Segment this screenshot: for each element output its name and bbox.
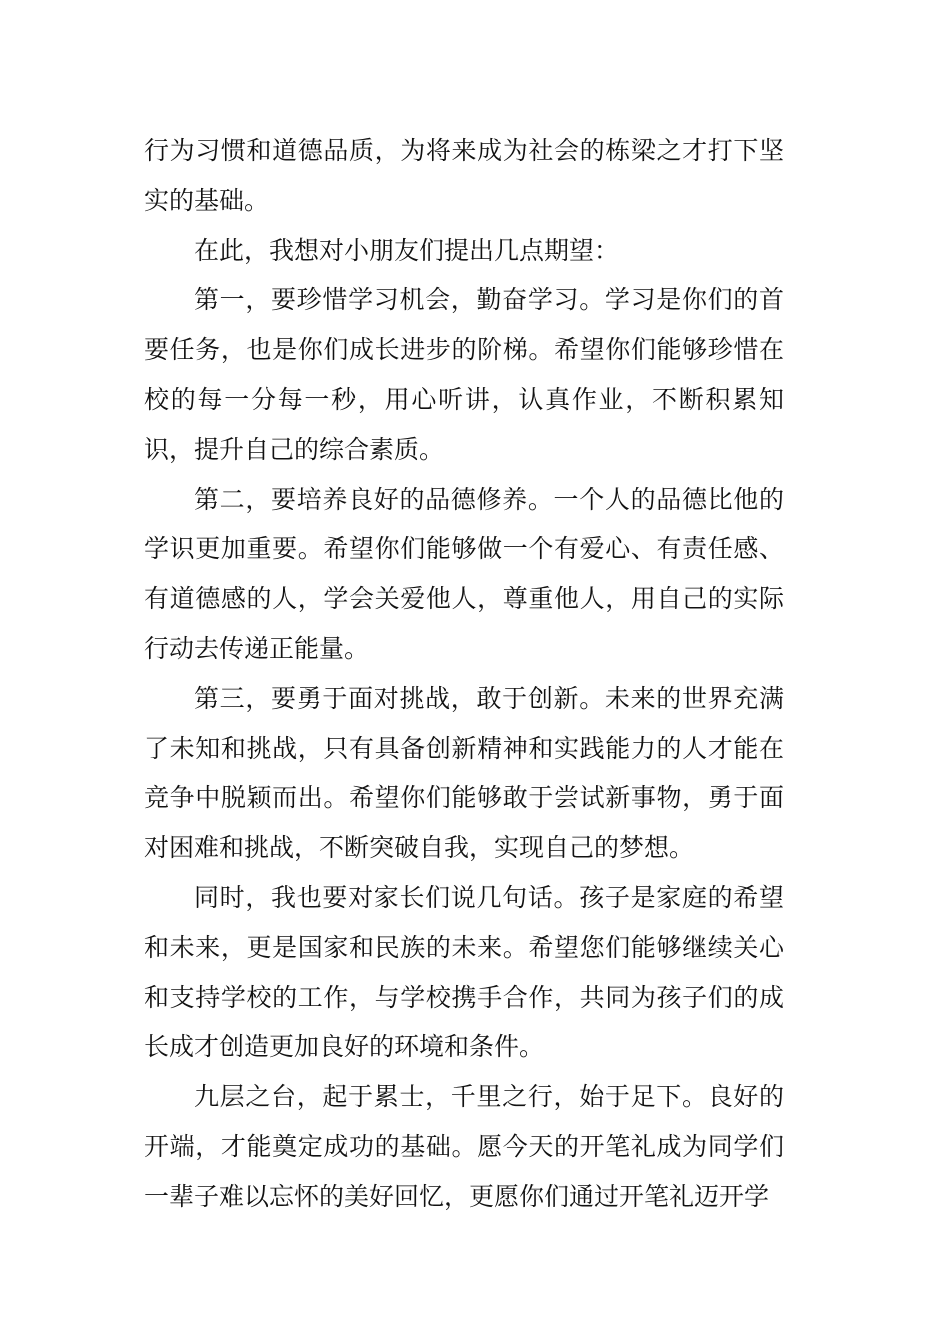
paragraph-expectations-intro: 在此，我想对小朋友们提出几点期望： (194, 235, 620, 265)
paragraph-parents-message: 同时，我也要对家长们说几句话。孩子是家庭的希望和未来，更是国家和民族的未来。希望您们能够继续关心和支持学校的工作，与学校携手合作，共同为孩子们的成长成才创造更加良好的环境和条件。 (144, 882, 784, 1062)
paragraph-first-expectation: 第一，要珍惜学习机会，勤奋学习。学习是你们的首要任务，也是你们成长进步的阶梯。希望你们能够珍惜在校的每一分每一秒，用心听讲，认真作业，不断积累知识，提升自己的综合素质。 (144, 285, 784, 464)
paragraph-second-expectation: 第二，要培养良好的品德修养。一个人的品德比他的学识更加重要。希望你们能够做一个有爱心、有责任感、有道德感的人，学会关爱他人，尊重他人，用自己的实际行动去传递正能量。 (144, 484, 784, 663)
document-body (144, 126, 784, 1222)
paragraph-closing: 九层之台，起于累士，千里之行，始于足下。良好的开端，才能奠定成功的基础。愿今天的开笔礼成为同学们一辈子难以忘怀的美好回忆，更愿你们通过开笔礼迈开学 (144, 1082, 784, 1211)
paragraph-third-expectation: 第三，要勇于面对挑战，敢于创新。未来的世界充满了未知和挑战，只有具备创新精神和实践能力的人才能在竞争中脱颖而出。希望你们能够敢于尝试新事物，勇于面对困难和挑战，不断突破自我，实现自己的梦想。 (144, 683, 784, 863)
paragraph-continuation: 行为习惯和道德品质，为将来成为社会的栋梁之才打下坚实的基础。 (144, 136, 784, 215)
